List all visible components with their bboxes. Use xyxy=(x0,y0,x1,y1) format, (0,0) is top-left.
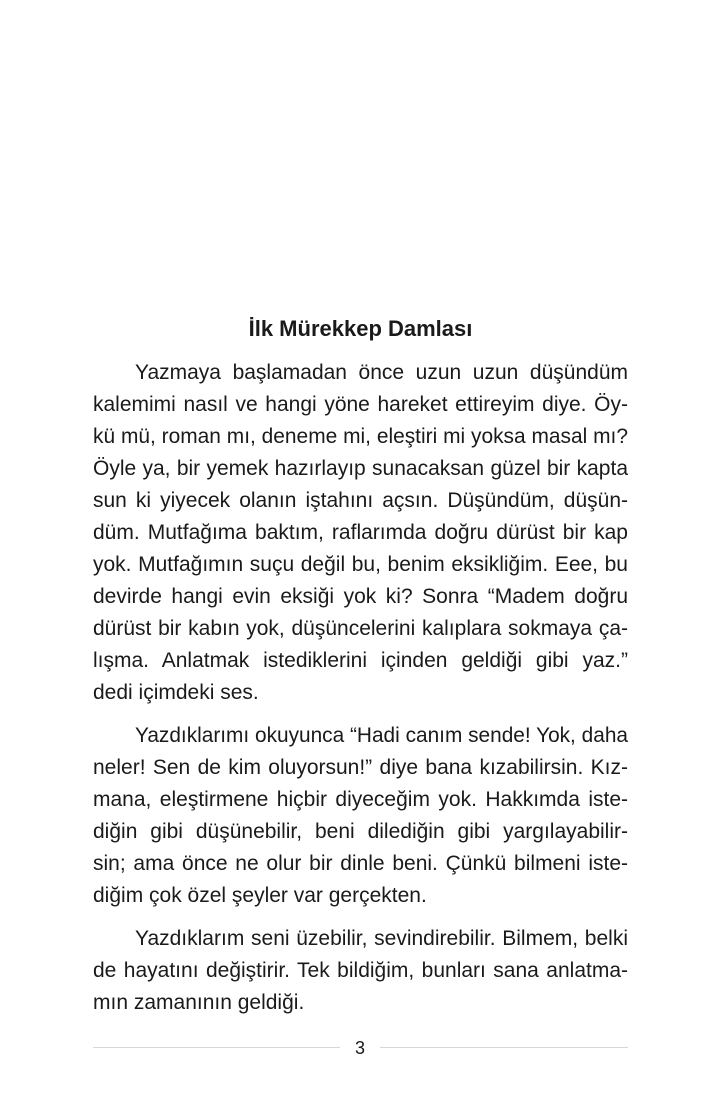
text-line: Yazdıklarımı okuyunca “Hadi canım sende! Yok, daha xyxy=(135,724,628,747)
footer-rule-left xyxy=(93,1047,340,1048)
text-line: kü mü, roman mı, deneme mi, eleştiri mi yoksa masal mı? xyxy=(93,425,628,448)
paragraph-2 xyxy=(93,720,628,912)
text-line: yok. Mutfağımın suçu değil bu, benim eksikliğim. Eee, bu xyxy=(93,553,628,576)
text-line: lışma. Anlatmak istediklerini içinden geldiği gibi yaz.” xyxy=(93,649,628,672)
paragraph-3 xyxy=(93,923,628,1019)
chapter-title: İlk Mürekkep Damlası xyxy=(248,316,473,341)
text-line: düm. Mutfağıma baktım, raflarımda doğru dürüst bir kap xyxy=(93,521,628,544)
page-number: 3 xyxy=(354,1038,365,1058)
footer-rule-right xyxy=(380,1047,628,1048)
text-line: dedi içimdeki ses. xyxy=(93,681,259,704)
text-line: dürüst bir kabın yok, düşüncelerini kalıplara sokmaya ça- xyxy=(93,617,628,640)
text-line: diğim çok özel şeyler var gerçekten. xyxy=(93,884,427,907)
text-line: diğin gibi düşünebilir, beni dilediğin gibi yargılayabilir- xyxy=(93,820,628,843)
text-line: devirde hangi evin eksiği yok ki? Sonra “Madem doğru xyxy=(93,585,628,608)
text-line: Yazdıklarım seni üzebilir, sevindirebilir. Bilmem, belki xyxy=(135,927,628,950)
text-line: mana, eleştirmene hiçbir diyeceğim yok. Hakkımda iste- xyxy=(93,788,628,811)
text-line: Öyle ya, bir yemek hazırlayıp sunacaksan güzel bir kapta xyxy=(93,457,628,480)
page-footer xyxy=(93,1036,628,1060)
text-line: mın zamanının geldiği. xyxy=(93,991,305,1014)
chapter-body xyxy=(93,357,628,1019)
text-line: neler! Sen de kim oluyorsun!” diye bana kızabilirsin. Kız- xyxy=(93,756,628,779)
text-line: sun ki yiyecek olanın iştahını açsın. Düşündüm, düşün- xyxy=(93,489,628,512)
paragraph-1 xyxy=(93,357,628,709)
text-line: Yazmaya başlamadan önce uzun uzun düşündüm xyxy=(135,361,628,384)
text-line: de hayatını değiştirir. Tek bildiğim, bunları sana anlatma- xyxy=(93,959,628,982)
text-line: sin; ama önce ne olur bir dinle beni. Çünkü bilmeni iste- xyxy=(93,852,628,875)
text-line: kalemimi nasıl ve hangi yöne hareket ettireyim diye. Öy- xyxy=(93,393,628,416)
